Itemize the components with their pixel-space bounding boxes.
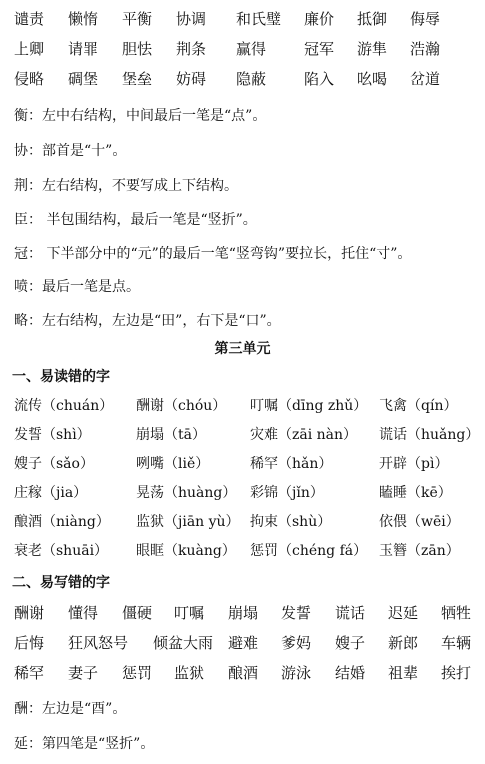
word: 游隼 [357,40,388,58]
pinyin-entry: 酬谢（chóu） [136,398,227,414]
word: 祖辈 [388,664,419,682]
word: 吆喝 [357,70,388,88]
pinyin-row [14,511,484,533]
word: 请罪 [68,40,99,58]
word: 协调 [176,10,207,28]
note-line: 协：部首是“十”。 [14,143,127,159]
pinyin-entry: 庄稼（jia） [14,485,88,501]
note-line: 冠： 下半部分中的“元”的最后一笔“竖弯钩”要拉长，托住“寸”。 [14,246,412,262]
word: 发誓 [281,604,312,622]
pinyin-entry: 开辟（pì） [379,456,449,472]
word: 隐蔽 [236,70,267,88]
word: 懒惰 [68,10,99,28]
word: 狂风怒号 [68,634,129,652]
word: 酬谢 [14,604,45,622]
pinyin-entry: 衰老（shuāi） [14,543,109,559]
word: 碉堡 [68,70,99,88]
pinyin-row [14,395,484,417]
word: 游泳 [281,664,312,682]
word: 牺牲 [441,604,472,622]
word: 廉价 [304,10,335,28]
word: 迟延 [388,604,419,622]
word-row-3 [14,68,484,90]
write-row-2 [14,632,484,654]
note-line: 酬：左边是“酉”。 [14,701,127,717]
word: 堡垒 [122,70,153,88]
pinyin-entry: 眼眶（kuàng） [136,543,236,559]
word: 荆条 [176,40,207,58]
word: 叮嘱 [174,604,205,622]
pinyin-entry: 酿酒（niàng） [14,514,110,530]
word: 平衡 [122,10,153,28]
pinyin-entry: 彩锦（jǐn） [250,485,324,501]
pinyin-row [14,482,484,504]
pinyin-entry: 拘束（shù） [250,514,332,530]
word: 谴责 [14,10,45,28]
pinyin-entry: 晃荡（huàng） [136,485,237,501]
note-line: 衡：左中右结构，中间最后一笔是“点”。 [14,108,267,124]
word-row-1 [14,8,484,30]
note-line: 略：左右结构，左边是“田”，右下是“口”。 [14,313,281,329]
pinyin-entry: 瞌睡（kē） [379,485,452,501]
pinyin-entry: 玉簪（zān） [379,543,460,559]
pinyin-row [14,540,484,562]
word: 浩瀚 [410,40,441,58]
word: 稀罕 [14,664,45,682]
word: 避难 [228,634,259,652]
section-title-misread: 一、易读错的字 [12,369,110,385]
pinyin-entry: 叮嘱（dīng zhǔ） [250,398,368,414]
pinyin-entry: 灾难（zāi nàn） [250,427,358,443]
word: 抵御 [357,10,388,28]
write-row-1 [14,602,484,624]
note-line: 臣： 半包围结构，最后一笔是“竖折”。 [14,212,257,228]
word: 爹妈 [281,634,312,652]
pinyin-entry: 监狱（jiān yù） [136,514,240,530]
word: 和氏璧 [236,10,282,28]
word: 陷入 [304,70,335,88]
word: 惩罚 [122,664,153,682]
word: 酿酒 [228,664,259,682]
word: 谎话 [335,604,366,622]
pinyin-entry: 嫂子（sǎo） [14,456,94,472]
note-line: 喷：最后一笔是点。 [14,279,140,295]
word: 后悔 [14,634,45,652]
word: 监狱 [174,664,205,682]
write-row-3 [14,662,484,684]
unit-title: 第三单元 [214,341,271,357]
word: 结婚 [335,664,366,682]
word: 懂得 [68,604,99,622]
pinyin-entry: 崩塌（tā） [136,427,206,443]
pinyin-entry: 稀罕（hǎn） [250,456,333,472]
word: 岔道 [410,70,441,88]
pinyin-entry: 飞禽（qín） [379,398,458,414]
pinyin-entry: 惩罚（chéng fá） [250,543,368,559]
word: 上卿 [14,40,45,58]
word: 赢得 [236,40,267,58]
pinyin-entry: 谎话（huǎng） [379,427,480,443]
word: 新郎 [388,634,419,652]
pinyin-row [14,453,484,475]
word: 妨碍 [176,70,207,88]
word: 妻子 [68,664,99,682]
word: 嫂子 [335,634,366,652]
word: 胆怯 [122,40,153,58]
word: 僵硬 [122,604,153,622]
word: 崩塌 [228,604,259,622]
word: 挨打 [441,664,472,682]
section-title-miswrite: 二、易写错的字 [12,575,110,591]
note-line: 荆：左右结构，不要写成上下结构。 [14,178,238,194]
note-line: 延：第四笔是“竖折”。 [14,736,155,752]
pinyin-entry: 流传（chuán） [14,398,114,414]
word: 侵略 [14,70,45,88]
word-row-2 [14,38,484,60]
pinyin-entry: 咧嘴（liě） [136,456,210,472]
word: 侮辱 [410,10,441,28]
pinyin-entry: 发誓（shì） [14,427,91,443]
word: 车辆 [441,634,472,652]
word: 冠军 [304,40,335,58]
pinyin-entry: 依偎（wēi） [379,514,460,530]
word: 倾盆大雨 [153,634,214,652]
pinyin-row [14,424,484,446]
